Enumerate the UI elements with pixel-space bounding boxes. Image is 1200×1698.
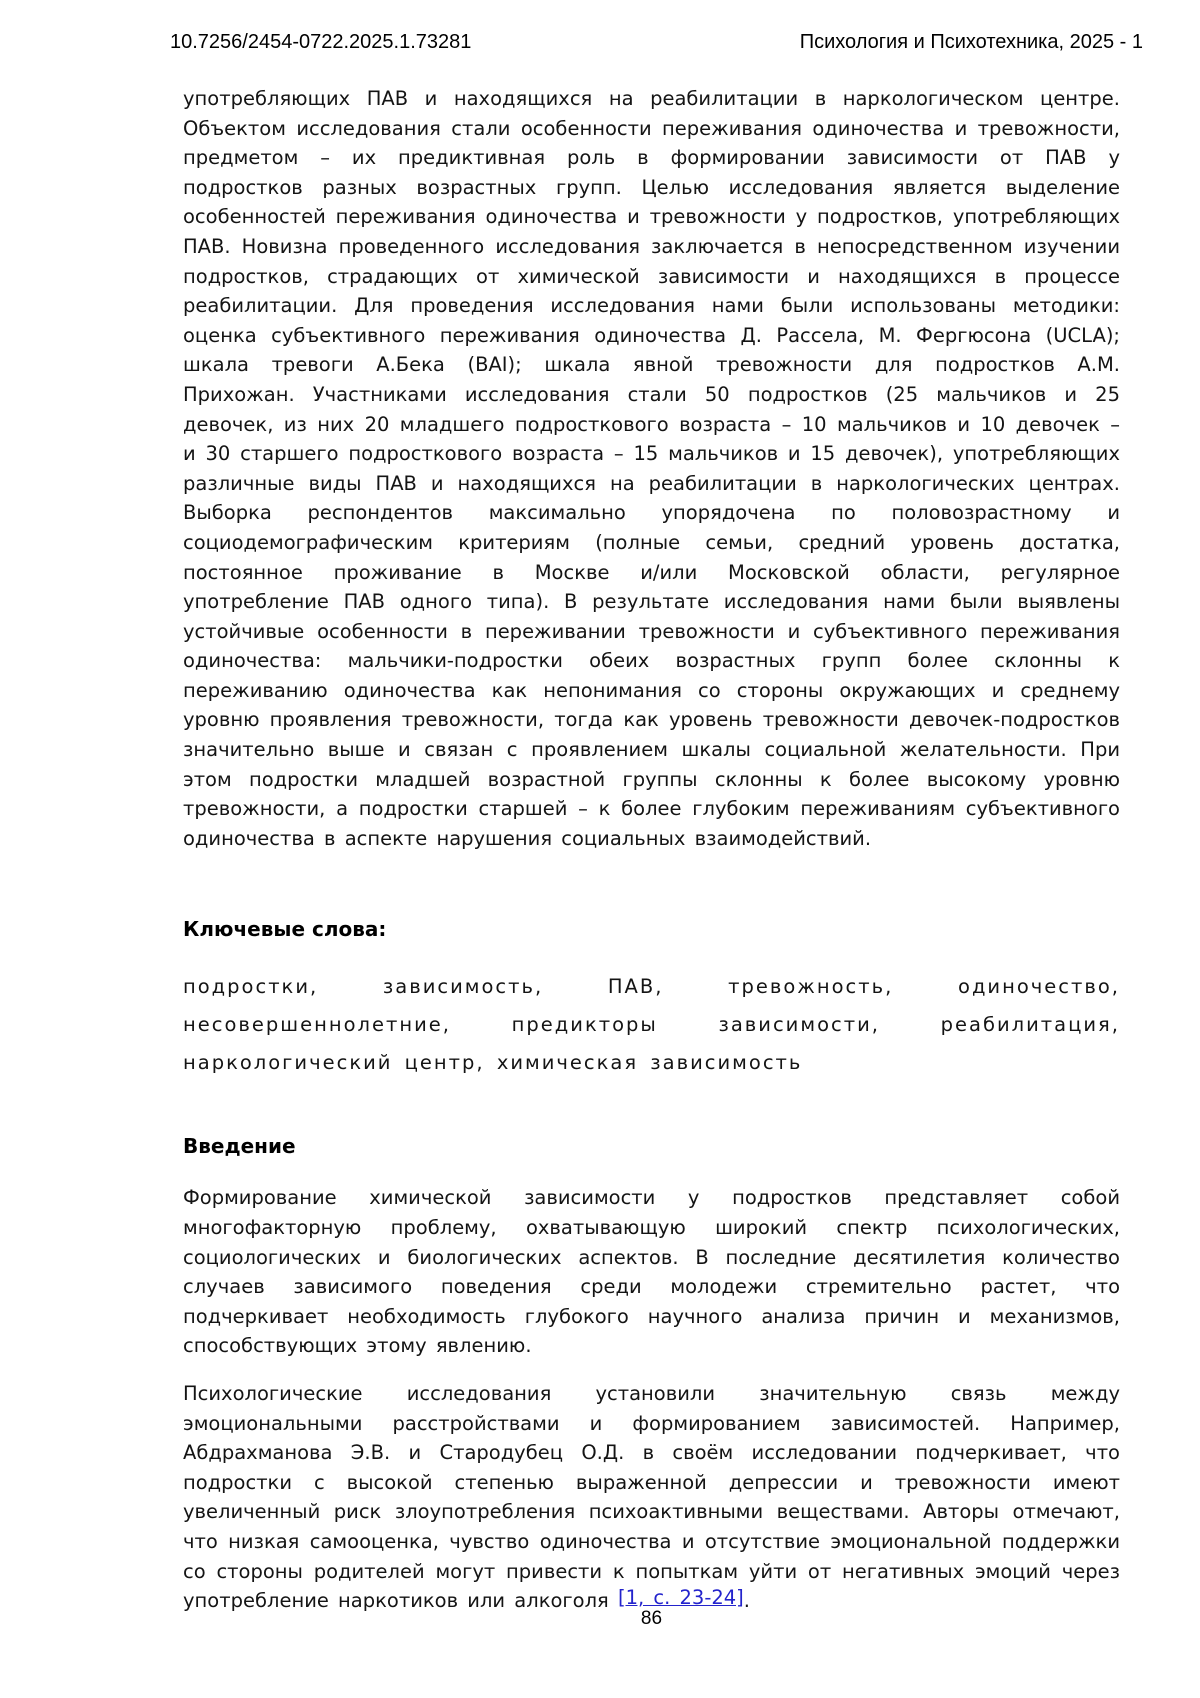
- introduction-heading: Введение: [183, 1134, 296, 1159]
- page-number: 86: [640, 1608, 663, 1629]
- keywords-text: подростки, зависимость, ПАВ, тревожность, одиночество, несовершеннолетние, предикторы зависимости, реабилитация, наркологический центр, химическая зависимость: [183, 975, 1120, 1075]
- keywords-label: Ключевые слова:: [183, 917, 387, 942]
- abstract-text: употребляющих ПАВ и находящихся на реабилитации в наркологическом центре. Объектом исследования стали особенности переживания одиночества и тревожности, предметом – их предиктивная роль в формировании зависимости от ПАВ у подростков разных возрастных групп. Целью исследования является выделение особенностей переживания одиночества и тревожности у подростков, употребляющих ПАВ. Новизна проведенного исследования заключается в непосредственном изучении подростков, страдающих от химической зависимости и находящихся в процессе реабилитации. Для проведения исследования нами были использованы методики: оценка субъективного переживания одиночества Д. Рассела, М. Фергюсона (UCLA); шкала тревоги А.Бека (BAI); шкала явной тревожности для подростков А.М. Прихожан. Участниками исследования стали 50 подростков (25 мальчиков и 25 девочек, из них 20 младшего подросткового возраста – 10 мальчиков и 10 девочек – и 30 старшего подросткового возраста – 15 мальчиков и 15 девочек), употребляющих различные виды ПАВ и находящихся на реабилитации в наркологических центрах. Выборка респондентов максимально упорядочена по половозрастному и социодемографическим критериям (полные семьи, средний уровень достатка, постоянное проживание в Москве и/или Московской области, регулярное употребление ПАВ одного типа). В результате исследования нами были выявлены устойчивые особенности в переживании тревожности и субъективного переживания одиночества: мальчики-подростки обеих возрастных групп более склонны к переживанию одиночества как непонимания со стороны окружающих и среднему уровню проявления тревожности, тогда как уровень тревожности девочек-подростков значительно выше и связан с проявлением шкалы социальной желательности. При этом подростки младшей возрастной группы склонны к более высокому уровню тревожности, а подростки старшей – к более глубоким переживаниям субъективного одиночества в аспекте нарушения социальных взаимодействий.: [183, 87, 1120, 850]
- paragraph-text: Психологические исследования установили значительную связь между эмоциональными расстройствами и формированием зависимостей. Например, Абдрахманова Э.В. и Стародубец О.Д. в своём исследовании подчеркивает, что подростки с высокой степенью выраженной депрессии и тревожности имеют увеличенный риск злоупотребления психоактивными веществами. Авторы отмечают, что низкая самооценка, чувство одиночества и отсутствие эмоциональной поддержки со стороны родителей могут привести к попыткам уйти от негативных эмоций через употребление наркотиков или алкоголя: [183, 1382, 1120, 1613]
- sentence-period: .: [743, 1589, 750, 1613]
- article-body: [183, 84, 1120, 1616]
- doi-number: 10.7256/2454-0722.2025.1.73281: [170, 31, 472, 53]
- introduction-paragraph-2: [183, 1379, 1120, 1616]
- citation-link[interactable]: [1, с. 23-24]: [617, 1586, 744, 1610]
- journal-title: Психология и Психотехника, 2025 - 1: [799, 31, 1143, 53]
- introduction-paragraph-1: Формирование химической зависимости у подростков представляет собой многофакторную проблему, охватывающую широкий спектр психологических, социологических и биологических аспектов. В последние десятилетия количество случаев зависимого поведения среди молодежи стремительно растет, что подчеркивает необходимость глубокого научного анализа причин и механизмов, способствующих этому явлению.: [183, 1186, 1120, 1358]
- page-header: [170, 31, 1143, 54]
